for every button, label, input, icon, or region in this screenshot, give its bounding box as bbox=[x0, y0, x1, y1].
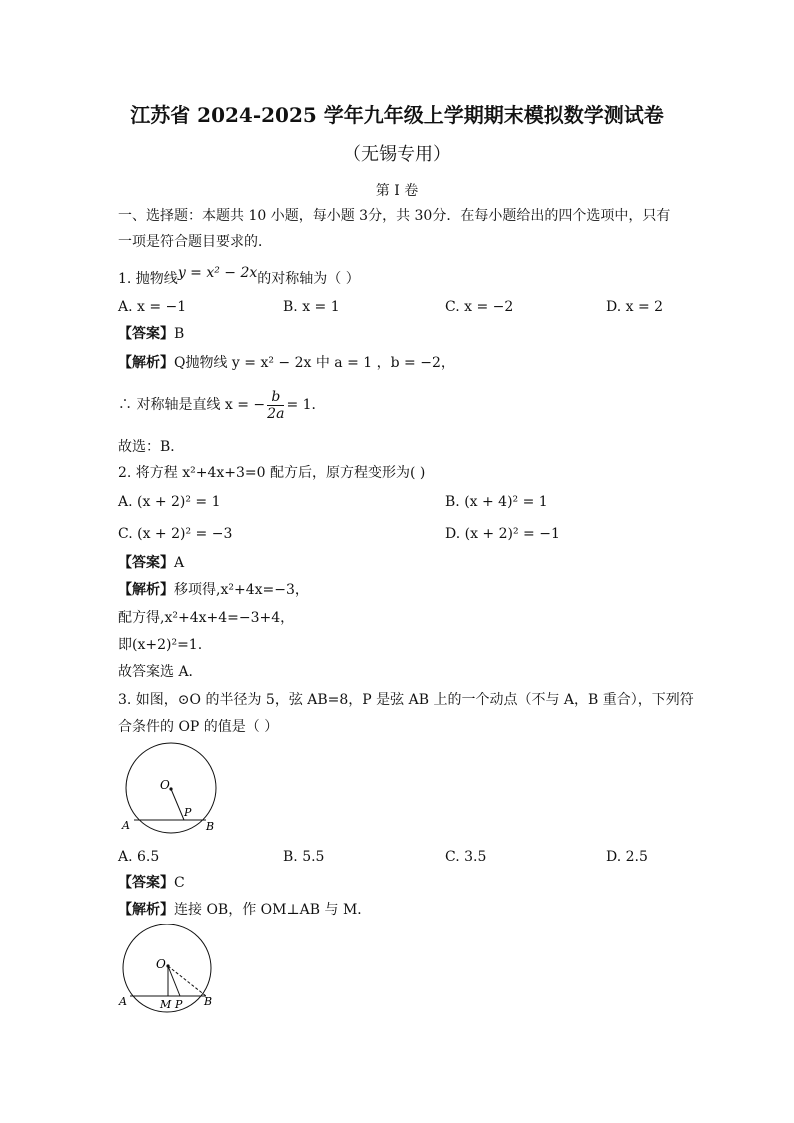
q3-label-o: O bbox=[160, 778, 170, 792]
q2-option-a: A. (x + 2)² = 1 bbox=[118, 494, 221, 510]
q1-answer-tag: 【答案】 bbox=[118, 326, 174, 342]
q3-answer-tag: 【答案】 bbox=[118, 875, 174, 891]
q1-option-c: C. x = −2 bbox=[445, 299, 514, 315]
q1-option-d: D. x = 2 bbox=[606, 299, 664, 315]
q1-option-a: A. x = −1 bbox=[118, 299, 187, 315]
q2-answer-tag: 【答案】 bbox=[118, 555, 174, 571]
q3-solution-label-m: M bbox=[160, 998, 172, 1011]
q3-figure-circle bbox=[114, 742, 224, 842]
q1-stem bbox=[118, 265, 360, 289]
q3-analysis bbox=[118, 900, 371, 920]
q1-analysis bbox=[118, 353, 455, 373]
q2-analysis-line1: 移项得,x²+4x=−3， bbox=[174, 582, 309, 598]
q1-analysis-line1: Q抛物线 y = x² − 2x 中 a = 1 ，b = −2， bbox=[174, 355, 455, 371]
q3-option-a: A. 6.5 bbox=[118, 849, 160, 865]
q3-analysis-line1: 连接 OB，作 OM⊥AB 与 M． bbox=[174, 902, 372, 918]
section-instructions-line1: 一、选择题：本题共 10 小题，每小题 3分，共 30分．在每小题给出的四个选项中，只有 bbox=[118, 208, 671, 224]
q3-segment-op bbox=[171, 789, 184, 820]
q1-stem-equation: y = x² − 2x bbox=[177, 265, 258, 281]
q2-stem: 2. 将方程 x²+4x+3=0 配方后，原方程变形为( ) bbox=[118, 465, 426, 481]
q3-analysis-tag: 【解析】 bbox=[118, 902, 174, 918]
q3-option-b: B. 5.5 bbox=[283, 849, 325, 865]
q1-fraction-numerator: b bbox=[267, 389, 284, 406]
q3-option-c: C. 3.5 bbox=[445, 849, 487, 865]
q3-center-dot bbox=[169, 787, 172, 790]
q1-derivation-suffix: = 1． bbox=[286, 397, 326, 413]
q3-stem-line1: 3. 如图，⊙O 的半径为 5，弦 AB=8，P 是弦 AB 上的一个动点（不与 A，B 重合），下列符 bbox=[118, 692, 694, 708]
q1-axis-derivation bbox=[118, 386, 326, 426]
q1-derivation-prefix: ∴ 对称轴是直线 x = − bbox=[118, 397, 266, 413]
q2-option-d: D. (x + 2)² = −1 bbox=[445, 526, 560, 542]
q3-option-d: D. 2.5 bbox=[606, 849, 648, 865]
q2-analysis-line2: 配方得,x²+4x+4=−3+4， bbox=[118, 610, 295, 626]
q3-label-p: P bbox=[184, 806, 192, 819]
q1-fraction-denominator: 2a bbox=[267, 405, 285, 422]
q1-fraction bbox=[267, 389, 284, 422]
q2-analysis bbox=[118, 580, 309, 600]
q3-solution-label-a: A bbox=[119, 995, 127, 1008]
q1-conclusion: 故选：B． bbox=[118, 439, 185, 455]
q3-answer bbox=[118, 873, 185, 893]
q3-solution-label-p: P bbox=[175, 998, 183, 1011]
q1-option-b: B. x = 1 bbox=[283, 299, 340, 315]
q2-option-c: C. (x + 2)² = −3 bbox=[118, 526, 233, 542]
q3-solution-label-b: B bbox=[204, 995, 213, 1008]
q1-answer-value: B bbox=[174, 326, 185, 342]
q2-answer-value: A bbox=[174, 555, 185, 571]
q3-solution-center-dot bbox=[166, 964, 169, 967]
q2-conclusion: 故答案选 A． bbox=[118, 664, 203, 680]
q3-stem-line2: 合条件的 OP 的值是（ ） bbox=[118, 719, 279, 735]
q3-label-b: B bbox=[206, 820, 215, 833]
q1-answer bbox=[118, 324, 184, 344]
q3-solution-label-o: O bbox=[156, 957, 166, 971]
q3-solution-figure bbox=[114, 924, 224, 1016]
q3-answer-value: C bbox=[174, 875, 185, 891]
q2-analysis-tag: 【解析】 bbox=[118, 582, 174, 598]
q1-stem-prefix: 1. 抛物线 bbox=[118, 271, 178, 287]
q2-option-b: B. (x + 4)² = 1 bbox=[445, 494, 548, 510]
q1-stem-suffix: 的对称轴为（ ） bbox=[257, 271, 360, 287]
section-instructions-line2: 一项是符合题目要求的． bbox=[118, 234, 272, 250]
q2-analysis-line3: 即(x+2)²=1. bbox=[118, 637, 203, 653]
exam-subtitle: （无锡专用） bbox=[343, 144, 451, 165]
q2-answer bbox=[118, 553, 184, 573]
q1-analysis-tag: 【解析】 bbox=[118, 355, 174, 371]
volume-label: 第 I 卷 bbox=[375, 183, 419, 199]
q3-label-a: A bbox=[122, 819, 130, 832]
exam-title: 江苏省 2024-2025 学年九年级上学期期末模拟数学测试卷 bbox=[130, 103, 664, 127]
